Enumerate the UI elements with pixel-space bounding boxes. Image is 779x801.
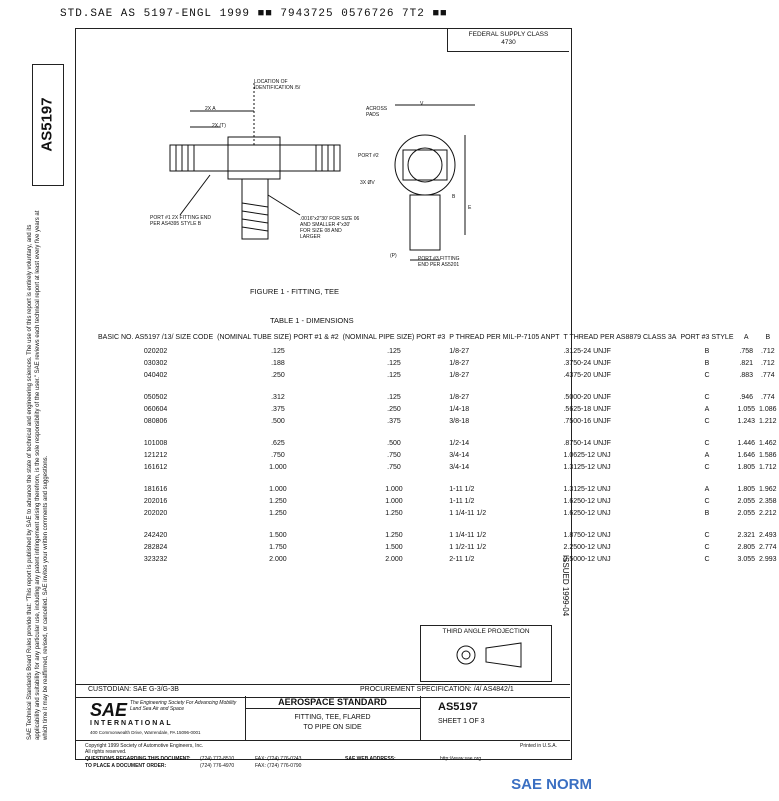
table-cell: 1/8-27 [449,371,470,379]
table-cell: .821 [739,359,754,367]
tee-body [170,145,340,171]
table-row [96,403,779,415]
leader-port1 [180,175,210,215]
table-cell: 1.750 [269,543,287,551]
table-cell: 2.000 [269,555,287,563]
label-v: V [420,101,424,107]
table-cell: .750 [387,451,401,459]
sheet-number: SHEET 1 OF 3 [438,718,485,725]
table-cell: 1.250 [269,509,287,517]
table-cell: 181616 [143,485,168,493]
table-cell: .774 [760,393,775,401]
table-cell: C [704,463,710,471]
table-cell: 3/4-14 [449,463,470,471]
order-tel: (724) 776-4970 [200,763,235,769]
table-row [96,449,779,461]
port2-bore [408,148,442,182]
sae-logo-mark: SAE [90,700,128,720]
table-row [96,541,779,553]
table-row [96,519,779,541]
table-row [96,369,779,381]
sae-tagline: The Engineering Society For Advancing Mobility Land Sea Air and Space [130,700,237,712]
table-cell: 2.493 [759,531,777,539]
table-cell: .946 [739,393,754,401]
questions-label: QUESTIONS REGARDING THIS DOCUMENT: [85,756,191,762]
table-cell: C [704,543,710,551]
table-cell: 282824 [143,543,168,551]
table-cell: .125 [387,371,401,379]
table-cell: 1.3125-12 UNJ [563,485,611,493]
table-cell: 080806 [143,417,168,425]
table-cell: 2.055 [737,497,756,505]
title-divider-2 [420,696,421,740]
table-cell: 323232 [143,555,168,563]
table-row [96,461,779,473]
table-header-row [96,330,779,345]
label-port2: PORT #2 [358,153,379,159]
table-cell: A [704,405,710,413]
table-cell: .3750-24 UNJF [563,359,611,367]
table-cell: 1-11 1/2 [449,497,475,505]
leader-chamfer [268,195,300,215]
table-cell: .188 [271,359,285,367]
table-cell: .3125-24 UNJF [563,347,611,355]
table-cell: A [704,451,710,459]
table-cell: 2.774 [759,543,777,551]
table-cell: 1 1/4-11 1/2 [449,509,487,517]
table-cell: 1.586 [759,451,777,459]
table-cell: .758 [739,347,754,355]
label-2xt: 2X (T) [212,123,226,129]
table-cell: .125 [387,393,401,401]
table-row [96,553,779,565]
supply-class-number: 4730 [501,39,516,46]
left-thread-hatching [176,145,194,171]
third-angle-label: THIRD ANGLE PROJECTION [442,628,530,635]
table-cell: .500 [387,439,401,447]
table-body [96,345,779,565]
table-cell: C [704,497,710,505]
label-chamfer: .0016"x2"30' FOR SIZE 06 AND SMALLER 4"x30' FOR SIZE 08 AND LARGER [300,216,360,240]
table-row [96,473,779,495]
figure-caption: FIGURE 1 - FITTING, TEE [250,287,340,296]
table-cell: 1.962 [759,485,777,493]
table-cell: .250 [387,405,401,413]
table-cell: 1.500 [385,543,403,551]
right-thread-hatching [316,145,334,171]
table-cell: .500 [271,417,285,425]
table-cell: 1/8-27 [449,393,470,401]
table-cell: .5625-18 UNJF [563,405,611,413]
table-cell: C [704,417,710,425]
table-cell: 2.321 [737,531,756,539]
table-cell: 3/4-14 [449,451,470,459]
table-cell: 1/2-14 [449,439,470,447]
label-across-pads: ACROSS PADS [366,106,388,118]
table-cell: 060604 [143,405,168,413]
table-header-cell: A [743,334,749,341]
table-cell: B [704,347,710,355]
table-cell: 242420 [143,531,168,539]
table-cell: 1.805 [737,485,756,493]
description-line-1: FITTING, TEE, FLARED [294,714,371,721]
table-header-cell: (NOMINAL TUBE SIZE) PORT #1 & #2 [217,334,339,341]
table-cell: 1.086 [759,405,777,413]
table-cell: .5000-20 UNJF [563,393,611,401]
custodian: CUSTODIAN: SAE G-3/G-3B [88,686,179,693]
printed-in: Printed in U.S.A. [520,743,557,749]
label-3xd: 3X ØV [360,180,375,186]
table-cell: 2.805 [737,543,756,551]
table-row [96,415,779,427]
description-line-2: TO PIPE ON SIDE [303,724,362,731]
left-margin-note-text: SAE Technical Standards Board Rules provide that: "This report is published by SAE to advance the state of technical and engineering sciences. The use of this report is entirely voluntary, and its applicability and suitability for any particular use, including any patent infringement arising therefrom, is the sole responsibility of the user." SAE reviews each technical report at least every five years at which time it may be reaffirmed, revised, or cancelled. SAE invites your written comments and suggestions. [27,210,49,740]
third-angle-symbol [421,635,551,675]
order-label: TO PLACE A DOCUMENT ORDER: [85,763,167,769]
label-location: LOCATION OF IDENTIFICATION /5/ [254,79,301,91]
side-id [32,64,62,184]
table-row [96,495,779,507]
table-cell: 3/8-18 [449,417,470,425]
table-cell: .750 [271,451,285,459]
table-header-cell: B [765,334,771,341]
supply-class-label: FEDERAL SUPPLY CLASS [468,31,549,38]
dimensions-table [96,330,779,565]
table-cell: 1.646 [737,451,756,459]
table-cell: .375 [271,405,285,413]
web-label: SAE WEB ADDRESS: [345,756,396,762]
tee-side-view-drawing [355,95,495,280]
table-cell: C [704,555,710,563]
table-cell: 2.212 [759,509,777,517]
table-header-cell: BASIC NO. AS5197 /13/ SIZE CODE [98,334,214,341]
table-cell: 1.055 [737,405,756,413]
table-cell: B [704,359,710,367]
label-p: (P) [390,253,397,259]
table-cell: .125 [387,347,401,355]
table-cell: A [704,485,710,493]
table-cell: 1.250 [385,531,403,539]
table-cell: .125 [271,347,285,355]
table-cell: 1.250 [385,509,403,517]
table-cell: .4375-20 UNJF [563,371,611,379]
table-row [96,345,779,357]
table-cell: C [704,531,710,539]
table-cell: C [704,371,710,379]
table-cell: 1.8750-12 UNJ [563,531,611,539]
table-cell: .125 [387,359,401,367]
table-cell: 1/8-27 [449,347,470,355]
table-cell: 1.500 [269,531,287,539]
label-e: E [468,205,472,211]
table-cell: 1.712 [759,463,777,471]
table-cell: 1.0625-12 UNJ [563,451,611,459]
table-cell: 1.3125-12 UNJ [563,463,611,471]
document-header-code: STD.SAE AS 5197-ENGL 1999 ■■ 7943725 0576726 7T2 ■■ [60,8,448,20]
table-header-cell: P THREAD PER MIL-P-7105 ANPT [449,334,560,341]
table-header-cell: (NOMINAL PIPE SIZE) PORT #3 [342,334,446,341]
table-cell: .883 [739,371,754,379]
table-cell: .312 [271,393,285,401]
table-cell: .7500-16 UNJF [563,417,611,425]
questions-fax: FAX: (724) 776-0243 [255,756,302,762]
port3-stem [410,195,440,250]
order-fax: FAX: (724) 776-0790 [255,763,302,769]
issued-date [560,530,572,640]
table-cell: 2-11 1/2 [449,555,475,563]
table-cell: 2.2500-12 UNJ [563,543,611,551]
table-cell: 1.000 [269,463,287,471]
table-title: TABLE 1 - DIMENSIONS [270,316,354,325]
table-cell: 3.055 [737,555,756,563]
supply-class-box [447,28,569,52]
table-cell: 161612 [143,463,168,471]
table-header-cell: PORT #3 STYLE [680,334,734,341]
table-cell: .625 [271,439,285,447]
table-cell: .712 [760,359,775,367]
table-cell: 030302 [143,359,168,367]
sae-international: INTERNATIONAL [90,720,173,727]
table-cell: 1.000 [385,485,403,493]
table-cell: 202020 [143,509,168,517]
issued-date-text: ISSUED 1999-04 [561,554,571,616]
questions-tel: (724) 772-8510 [200,756,235,762]
table-cell: C [704,393,710,401]
sae-address: 400 Commonwealth Drive, Warrendale, PA 15096-0001 [90,730,201,735]
table-cell: 2.358 [759,497,777,505]
table-cell: 2.000 [385,555,403,563]
hex-pads [403,150,447,180]
table-cell: 1.243 [737,417,756,425]
table-cell: 1.462 [759,439,777,447]
title-divider-3 [245,708,420,709]
left-margin-note [26,200,96,760]
table-cell: 1.000 [269,485,287,493]
table-cell: 020202 [143,347,168,355]
table-cell: 2.993 [759,555,777,563]
label-port1: PORT #1 2X FITTING END PER AS4395 STYLE B [150,215,211,227]
table-cell: 1-11 1/2 [449,485,475,493]
table-cell: 1.250 [269,497,287,505]
table-cell: B [704,509,710,517]
table-cell: 1/8-27 [449,359,470,367]
table-cell: 101008 [143,439,168,447]
table-cell: .712 [760,347,775,355]
label-port3: PORT #3 FITTING END PER AS5201 [418,256,460,268]
table-cell: 1.6250-12 UNJ [563,497,611,505]
table-cell: C [704,439,710,447]
table-cell: 2.055 [737,509,756,517]
label-2xa: 2X A [205,106,216,112]
standard-type: AEROSPACE STANDARD [278,697,387,707]
label-b: B [452,194,456,200]
port2-circle [395,135,455,195]
table-cell: 1.212 [759,417,777,425]
table-row [96,381,779,403]
sae-logo [90,700,127,721]
table-cell: 2.5000-12 UNJ [563,555,611,563]
table-cell: 050502 [143,393,168,401]
rights: All rights reserved. [85,749,127,755]
side-id-text: AS5197 [38,96,56,152]
table-cell: 040402 [143,371,168,379]
table-row [96,357,779,369]
table-cell: 121212 [143,451,168,459]
table-cell: 1.805 [737,463,756,471]
table-header-cell: T THREAD PER AS8879 CLASS 3A [563,334,677,341]
table-cell: .750 [387,463,401,471]
procurement-spec: PROCUREMENT SPECIFICATION: /4/ AS4842/1 [360,686,514,693]
copyright: Copyright 1999 Society of Automotive Engineers, Inc. [85,743,204,749]
table-cell: .774 [760,371,775,379]
table-cell: 1.000 [385,497,403,505]
third-angle-box [420,625,552,682]
table-cell: .250 [271,371,285,379]
table-cell: 1/4-18 [449,405,470,413]
table-cell: 1 1/2-11 1/2 [449,543,487,551]
sae-norm-watermark: SAE NORM [511,776,592,793]
table-cell: 1 1/4-11 1/2 [449,531,487,539]
table-row [96,507,779,519]
table-cell: .8750-14 UNJF [563,439,611,447]
doc-number: AS5197 [438,701,478,713]
table-cell: .375 [387,417,401,425]
table-cell: 1.6250-12 UNJ [563,509,611,517]
table-row [96,427,779,449]
table-cell: 1.446 [737,439,756,447]
table-cell: 202016 [143,497,168,505]
web-url[interactable]: http://www.sae.org [440,756,482,762]
pipe-thread-hatching [242,203,268,231]
